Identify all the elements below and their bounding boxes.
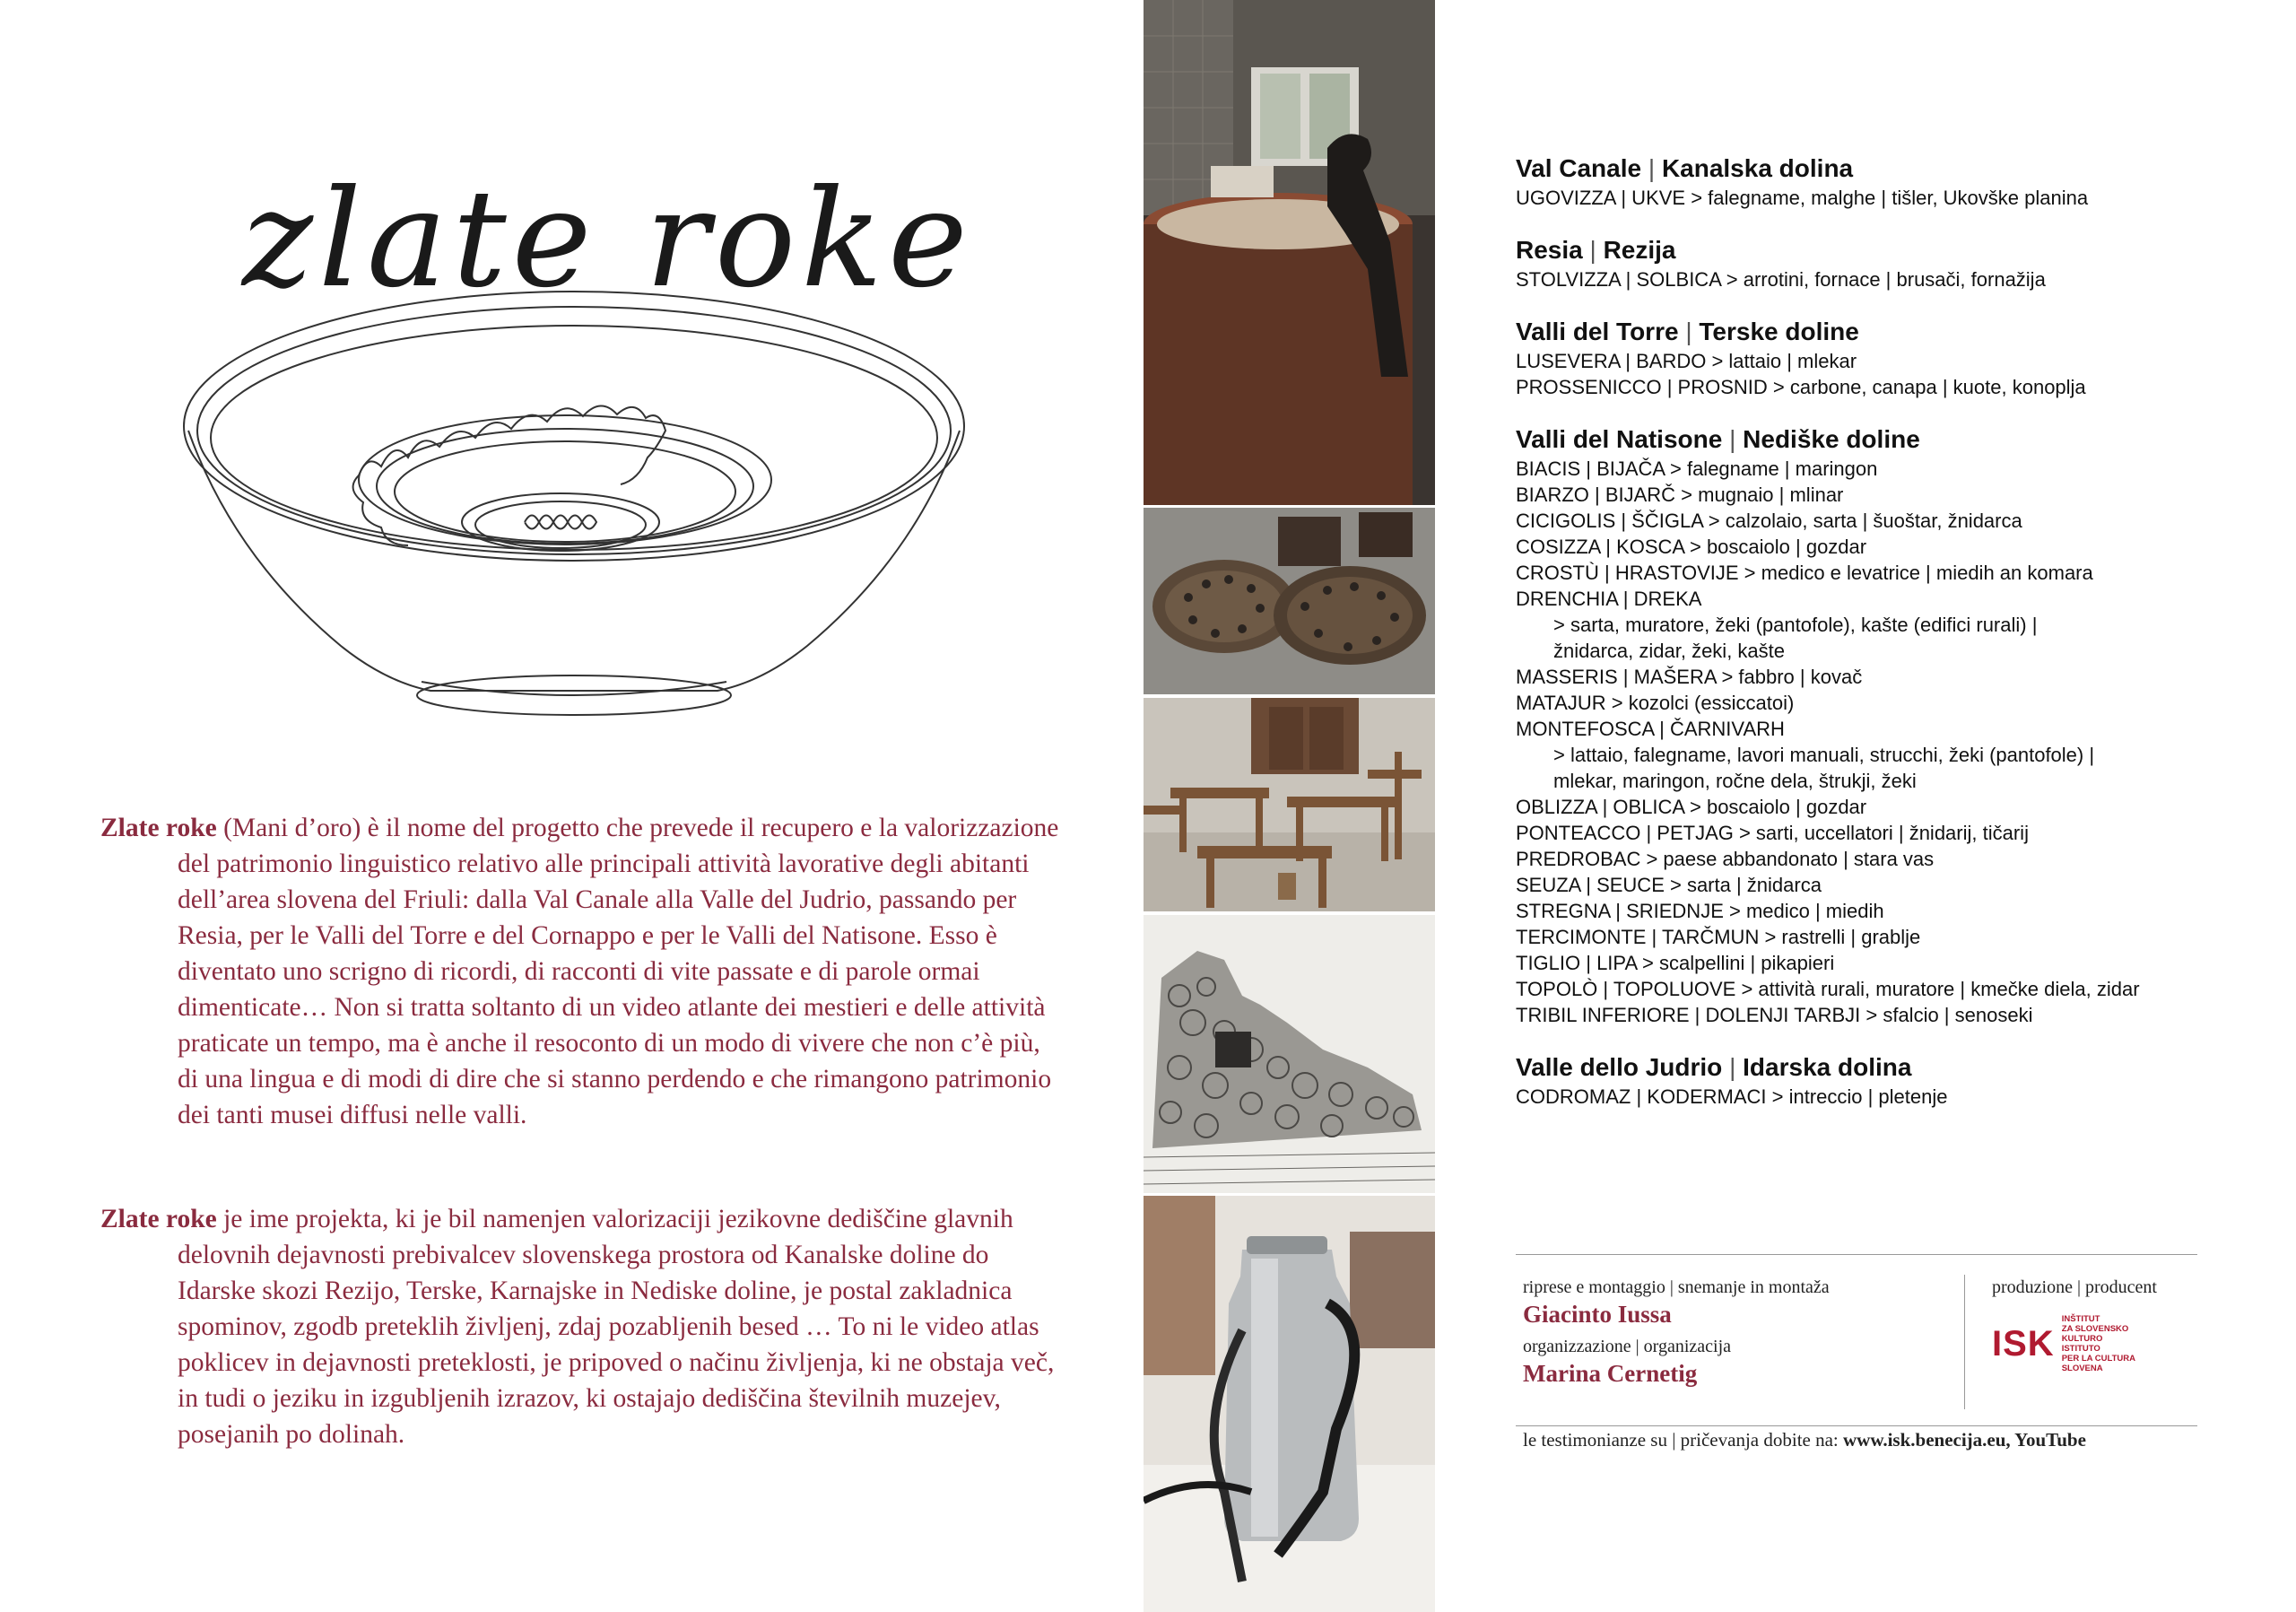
intro-lead: Zlate roke	[100, 1205, 217, 1233]
photo-strip	[1144, 0, 1435, 1612]
old-boots-photo	[1144, 508, 1435, 694]
filming-name: Giacinto Iussa	[1523, 1301, 1672, 1328]
region-section	[1516, 423, 2215, 1028]
region-title: Valli del Natisone | Nediške doline	[1516, 425, 1920, 453]
region-title: Valli del Torre | Terske doline	[1516, 318, 1859, 345]
production-block	[1964, 1275, 2197, 1409]
footer-testimonies	[1523, 1429, 2086, 1451]
footer-link[interactable]: www.isk.benecija.eu, YouTube	[1843, 1429, 2086, 1451]
village-entry: CROSTÙ | HRASTOVIJE > medico e levatrice | miedih an komara	[1516, 562, 2093, 584]
village-entry: MONTEFOSCA | ČARNIVARH	[1516, 718, 1785, 740]
village-entry: BIARZO | BIJARČ > mugnaio | mlinar	[1516, 484, 1844, 506]
region-title: Valle dello Judrio | Idarska dolina	[1516, 1053, 1912, 1081]
village-entry: OBLIZZA | OBLICA > boscaiolo | gozdar	[1516, 796, 1867, 818]
village-entry: PROSSENICCO | PROSNID > carbone, canapa | kuote, konoplja	[1516, 376, 2086, 398]
region-title: Resia | Rezija	[1516, 236, 1676, 264]
bowl-drawing	[179, 287, 969, 736]
left-panel	[0, 0, 1144, 1612]
village-entry: DRENCHIA | DREKA	[1516, 588, 1702, 610]
village-entry: TRIBIL INFERIORE | DOLENJI TARBJI > sfalcio | senoseki	[1516, 1004, 2033, 1026]
village-entry: MASSERIS | MAŠERA > fabbro | kovač	[1516, 666, 1863, 688]
village-entry: TIGLIO | LIPA > scalpellini | pikapieri	[1516, 952, 1835, 974]
intro-lead: Zlate roke	[100, 814, 217, 842]
village-entry: UGOVIZZA | UKVE > falegname, malghe | tišler, Ukovške planina	[1516, 187, 2089, 209]
village-entry: > sarta, muratore, žeki (pantofole), kašte (edifici rurali) |	[1553, 614, 2038, 636]
village-entry: CICIGOLIS | ŠČIGLA > calzolaio, sarta | šuoštar, žnidarca	[1516, 510, 2022, 532]
isk-logo-text: INŠTITUT ZA SLOVENSKO KULTURO ISTITUTO PER LA CULTURA SLOVENA	[2061, 1314, 2136, 1373]
isk-logo	[1992, 1314, 2197, 1373]
footer-prefix: le testimonianze su | pričevanja dobite na:	[1523, 1429, 1843, 1451]
region-section	[1516, 1051, 2215, 1110]
intro-italian	[100, 810, 1060, 1133]
village-entry: MATAJUR > kozolci (essiccatoi)	[1516, 692, 1795, 714]
region-section	[1516, 234, 2215, 292]
village-entry: SEUZA | SEUCE > sarta | žnidarca	[1516, 874, 1822, 896]
filming-label: riprese e montaggio | snemanje in montaža	[1523, 1277, 1830, 1297]
village-entry: STOLVIZZA | SOLBICA > arrotini, fornace | brusači, fornažija	[1516, 268, 2046, 291]
credits-names	[1523, 1275, 1830, 1393]
village-entry: PREDROBAC > paese abbandonato | stara vas	[1516, 848, 1935, 870]
cheese-making-photo	[1144, 0, 1435, 505]
intro-text: je ime projekta, ki je bil namenjen valorizaciji jezikovne dediščine glavnih delovnih dejavnosti prebivalcev slovenskega prostora od Kanalske doline do Idarske skozi Rezijo, Terske, Karnajske in Nediske doline, je postal zakladnica spominov, zgodb preteklih življenj, zdaj pozabljenih besed … To ni le video atlas poklicev in dejavnosti preteklosti, je pripoved o načinu življenja, ki ne obstaja več, in tudi o jeziku in izgubljenih izrazov, ki ostajajo dediščina številnih muzejev, posejanih po dolinah.	[178, 1205, 1055, 1449]
intro-slovenian	[100, 1201, 1060, 1452]
village-entry: TOPOLÒ | TOPOLUOVE > attività rurali, muratore | kmečke diela, zidar	[1516, 978, 2140, 1000]
handwritten-title: zlate roke	[242, 161, 973, 318]
credits-box	[1516, 1254, 2197, 1426]
region-section	[1516, 152, 2215, 211]
stone-ruin-drawing	[1144, 915, 1435, 1193]
village-entry: STREGNA | SRIEDNJE > medico | miedih	[1516, 900, 1884, 922]
organization-name: Marina Cernetig	[1523, 1360, 1698, 1387]
isk-logo-mark: ISK	[1992, 1323, 2055, 1364]
region-section	[1516, 316, 2215, 400]
village-entry: BIACIS | BIJAČA > falegname | maringon	[1516, 457, 1878, 480]
village-entry: žnidarca, zidar, žeki, kašte	[1553, 640, 1786, 662]
village-entry: mlekar, maringon, ročne dela, štrukji, žeki	[1553, 770, 1917, 792]
village-entry: COSIZZA | KOSCA > boscaiolo | gozdar	[1516, 536, 1867, 558]
intro-text: (Mani d’oro) è il nome del progetto che prevede il recupero e la valorizzazione del patrimonio linguistico relativo alle principali attività lavorative degli abitanti dell’area slovena del Friuli: dalla Val Canale alla Valle del Judrio, passando per Resia, per le Valli del Torre e del Cornappo e per le Valli del Natisone. Esso è diventato uno scrigno di ricordi, di racconti di vite passate e di parole ormai dimenticate… Non si tratta soltanto di un video atlante dei mestieri e delle attività praticate un tempo, ma è anche il resoconto di un modo di vivere che non c’è più, di una lingua e di modi di dire che si stanno perdendo e che rimangono patrimonio dei tanti musei diffusi nelle valli.	[178, 814, 1059, 1129]
region-list	[1516, 152, 2215, 1133]
production-label: produzione | producent	[1992, 1277, 2157, 1297]
workshop-benches-photo	[1144, 698, 1435, 911]
village-entry: LUSEVERA | BARDO > lattaio | mlekar	[1516, 350, 1857, 372]
region-title: Val Canale | Kanalska dolina	[1516, 154, 1854, 182]
milk-can-photo	[1144, 1196, 1435, 1612]
village-entry: CODROMAZ | KODERMACI > intreccio | pletenje	[1516, 1085, 1948, 1108]
village-entry: TERCIMONTE | TARČMUN > rastrelli | grablje	[1516, 926, 1921, 948]
organization-label: organizzazione | organizacija	[1523, 1337, 1732, 1356]
village-entry: PONTEACCO | PETJAG > sarti, uccellatori | žnidarij, tičarij	[1516, 822, 2029, 844]
village-entry: > lattaio, falegname, lavori manuali, strucchi, žeki (pantofole) |	[1553, 744, 2095, 766]
